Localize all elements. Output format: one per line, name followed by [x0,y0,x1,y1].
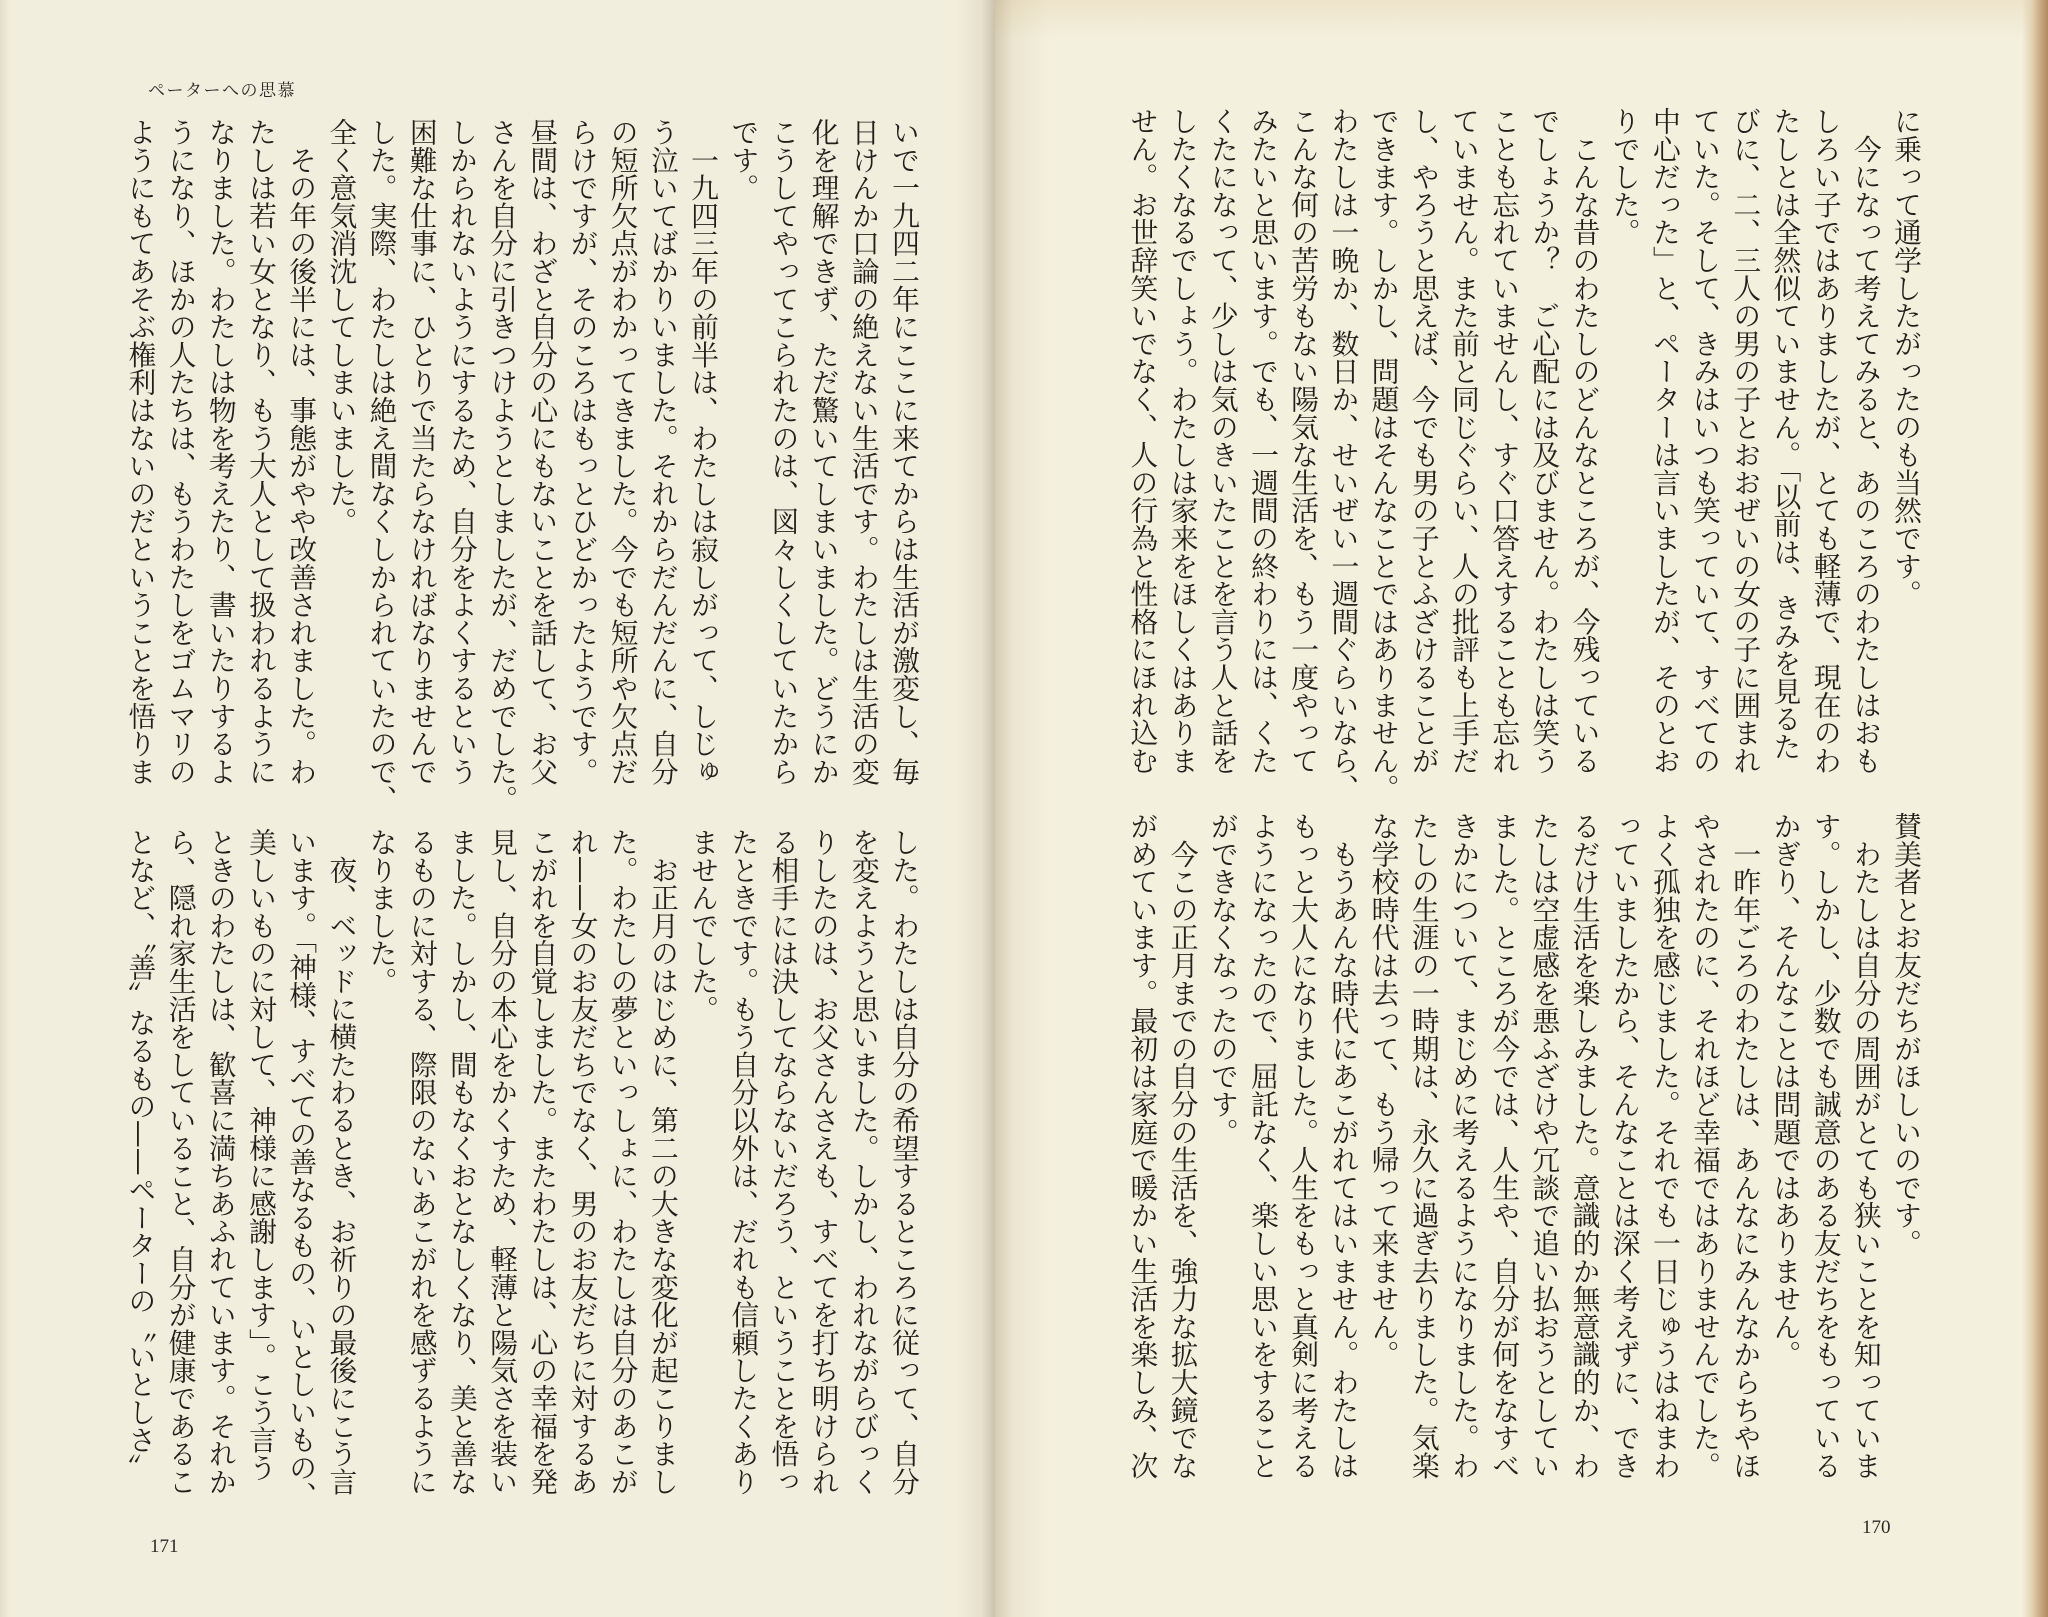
text-column: かぎり、そんなことは問題ではありません。 [1768,812,1802,1368]
text-column: となど、〝善〟なるもの——ペーターの〝いとしさ〟 [123,828,157,1482]
text-column: います。「神様、すべての善なるもの、いとしいもの、 [284,828,318,1510]
text-column: なりました。わたしは物を考えたり、書いたりするよ [203,118,237,786]
page-number: 171 [150,1536,179,1557]
text-column: さんを自分に引きつけようとしましたが、だめでした。 [485,118,519,813]
text-column: う泣いてばかりいました。それからだんだんに、自分 [645,118,679,786]
text-column: ました。ところが今では、人生や、自分が何をなすべ [1487,812,1521,1480]
text-column: たときです。もう自分以外は、だれも信頼したくあり [726,828,760,1496]
text-column: した。わたしは自分の希望するところに従って、自分 [887,828,920,1496]
text-column: ていません。また前と同じぐらい、人の批評も上手だ [1446,107,1480,775]
text-column: うになり、ほかの人たちは、もうわたしをゴムマリの [163,118,197,786]
text-column: たしは若い女となり、もう大人として扱われるように [244,118,277,786]
text-column: わたしは自分の周囲がとても狭いことを知っていま [1848,812,1882,1480]
text-column: の短所欠点がわかってきました。今でも短所や欠点だ [605,118,639,786]
left-lower-text-block [119,828,923,1528]
text-column: ませんでした。 [686,828,720,1023]
text-column: 賛美者とお友だちがほしいのです。 [1889,812,1922,1257]
text-column: たしは空虚感を悪ふざけや冗談で追い払おうとしてい [1527,812,1561,1480]
page-number: 170 [1862,1517,1891,1538]
text-column: たしとは全然似ていません。「以前は、きみを見るた [1768,107,1802,761]
text-column: ました。しかし、間もなくおとなしくなり、美と善な [444,828,478,1496]
running-head: ペーターへの思慕 [148,81,296,101]
text-column: ことも忘れていませんし、すぐ口答えすることも忘れ [1487,107,1521,775]
text-column: っていましたから、そんなことは深く考えずに、でき [1607,812,1641,1480]
text-column: 全く意気消沈してしまいました。 [324,118,358,535]
text-column: しろい子ではありましたが、とても軽薄で、現在のわ [1808,107,1842,775]
text-column: 昼間は、わざと自分の心にもないことを話して、お父 [525,118,559,786]
text-column: な学校時代は去って、もう帰って来ません。 [1366,812,1400,1368]
text-column: やされたのに、それほど幸福ではありませんでした。 [1688,812,1722,1480]
right-upper-text-block [1121,107,1925,807]
text-column: るだけ生活を楽しみました。意識的か無意識的か、わ [1567,812,1601,1480]
text-column: くたになって、少しは気のきいたことを言う人と話を [1205,107,1239,775]
text-column: 中心だった」と、ペーターは言いましたが、そのとお [1647,107,1681,775]
text-column: もっと大人になりました。人生をもっと真剣に考える [1286,812,1320,1480]
right-lower-text-block [1121,812,1925,1512]
text-column: ができなくなったのです。 [1205,812,1239,1146]
text-column: 日けんか口論の絶えない生活です。わたしは生活の変 [846,118,880,786]
text-column: を変えようと思いました。しかし、われながらびっく [846,828,880,1496]
text-column: 今になって考えてみると、あのころのわたしはおも [1848,107,1882,775]
text-column: れ——女のお友だちでなく、男のお友だちに対するあ [565,828,599,1496]
text-column: せん。お世辞笑いでなく、人の行為と性格にほれ込む [1125,107,1159,775]
text-column: 夜、ベッドに横たわるとき、お祈りの最後にこう言 [324,828,358,1496]
text-column: みたいと思います。でも、一週間の終わりには、くた [1246,107,1279,775]
text-column: 一九四三年の前半は、わたしは寂しがって、しじゅ [686,118,720,786]
text-column: 一昨年ごろのわたしは、あんなにみんなからちやほ [1728,812,1762,1480]
text-column: に乗って通学したがったのも当然です。 [1889,107,1922,608]
text-column: る相手には決してならないだろう、ということを悟っ [766,828,800,1496]
text-column: ら、隠れ家生活をしていること、自分が健康であるこ [163,828,197,1496]
text-column: ようになったので、屈託なく、楽しい思いをすること [1246,812,1279,1480]
text-column: こんな昔のわたしのどんなところが、今残っている [1567,107,1601,775]
text-column: 化を理解できず、ただ驚いてしまいました。どうにか [806,118,840,786]
text-column: きかについて、まじめに考えるようになりました。わ [1446,812,1480,1480]
text-column: いで一九四二年にここに来てからは生活が激変し、毎 [887,118,920,786]
text-column: こうしてやってこられたのは、図々しくしていたから [766,118,800,786]
text-column: よく孤独を感じました。それでも一日じゅうはねまわ [1647,812,1681,1480]
text-column: がめています。最初は家庭で暖かい生活を楽しみ、次 [1125,812,1159,1480]
text-column: 今この正月までの自分の生活を、強力な拡大鏡でな [1165,812,1199,1480]
text-column: こがれを自覚しました。またわたしは、心の幸福を発 [525,828,559,1496]
text-column: その年の後半には、事態がやや改善されました。わ [284,118,318,786]
left-upper-text-block [119,118,923,818]
text-column: りでした。 [1607,107,1641,246]
text-column: た。わたしの夢といっしょに、わたしは自分のあこが [605,828,639,1496]
text-column: ていた。そして、きみはいつも笑っていて、すべての [1688,107,1722,775]
text-column: たしの生涯の一時期は、永久に過ぎ去りました。気楽 [1406,812,1440,1480]
text-column: したくなるでしょう。わたしは家来をほしくはありま [1165,107,1199,775]
text-column: 見し、自分の本心をかくすため、軽薄と陽気さを装い [485,828,519,1496]
text-column: りしたのは、お父さんさえも、すべてを打ち明けられ [806,828,840,1496]
text-column: わたしは一晩か、数日か、せいぜい一週間ぐらいなら、 [1326,107,1360,802]
text-column: しかられないようにするため、自分をよくするという [444,118,478,786]
text-column: 美しいものに対して、神様に感謝します」。こう言う [244,828,277,1482]
text-column: こんな何の苦労もない陽気な生活を、もう一度やって [1286,107,1320,775]
text-column: もうあんな時代にあこがれてはいません。わたしは [1326,812,1360,1480]
text-column: できます。しかし、問題はそんなことではありません。 [1366,107,1400,802]
text-column: るものに対する、際限のないあこがれを感ずるように [404,828,438,1496]
text-column: す。しかし、少数でも誠意のある友だちをもっている [1808,812,1842,1480]
text-column: なりました。 [364,828,398,995]
text-column: ようにもてあそぶ権利はないのだということを悟りま [123,118,157,786]
text-column: です。 [726,118,760,202]
text-column: ときのわたしは、歓喜に満ちあふれています。それか [203,828,237,1496]
text-column: らけですが、そのころはもっとひどかったようです。 [565,118,599,786]
text-column: びに、二、三人の男の子とおおぜいの女の子に囲まれ [1728,107,1762,775]
text-column: でしょうか？ ご心配には及びません。わたしは笑う [1527,107,1561,775]
text-column: 困難な仕事に、ひとりで当たらなければなりませんで [404,118,438,786]
right-page [995,0,2048,1617]
text-column: し、やろうと思えば、今でも男の子とふざけることが [1406,107,1440,775]
left-page [0,0,995,1617]
text-column: した。実際、わたしは絶え間なくしかられていたので、 [364,118,398,813]
text-column: お正月のはじめに、第二の大きな変化が起こりまし [645,828,679,1496]
